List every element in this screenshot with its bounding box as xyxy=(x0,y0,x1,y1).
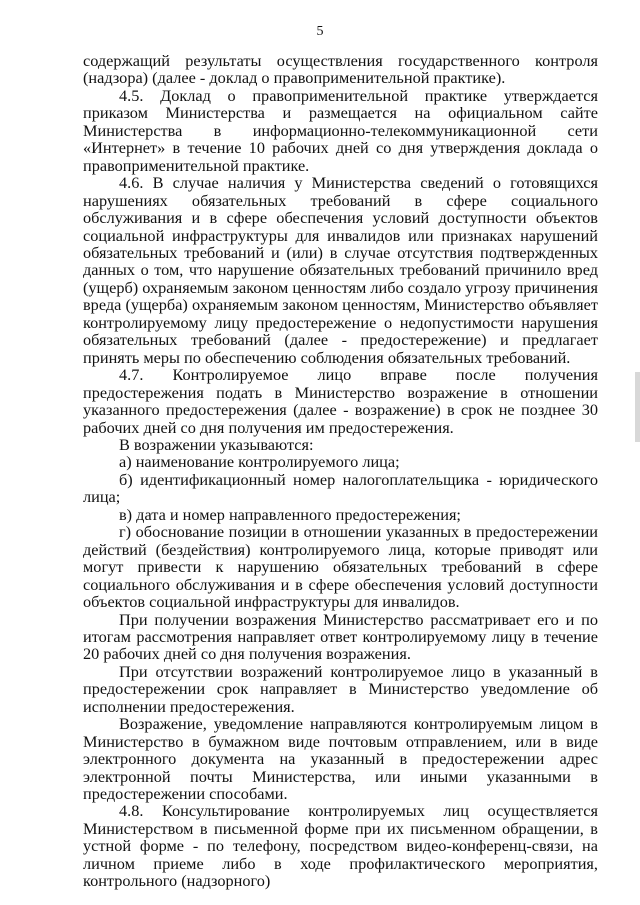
list-item-b: б) идентификационный номер налогоплательщика - юридического лица; xyxy=(83,469,598,507)
scan-edge-mark xyxy=(635,372,640,442)
list-item-v: в) дата и номер направленного предостережения; xyxy=(119,504,461,524)
page-number: 5 xyxy=(316,24,324,39)
paragraph-4-8: 4.8. Консультирование контролируемых лиц осуществляется Министерством в письменной форме при их письменном обращении, в устной форме - по телефону, посредством видео-конференц-связи, на личном приеме либо в ходе профилактического мероприятия, контрольного (надзорного) xyxy=(83,801,598,891)
paragraph-objection-response: При получении возражения Министерство рассматривает его и по итогам рассмотрения направляет ответ контролируемому лицу в течение 20 рабочих дней со дня получения возражения. xyxy=(83,609,598,664)
paragraph-submission-methods: Возражение, уведомление направляются контролируемым лицом в Министерство в бумажном виде почтовым отправлением, или в виде электронного документа на указанный в предостережении адрес электронной почты Министерства, или иными указанными в предостережении способами. xyxy=(83,714,598,804)
paragraph-4-5: 4.5. Доклад о правоприменительной практике утверждается приказом Министерства и размещается на официальном сайте Министерства в информационно-телекоммуникационной сети «Интернет» в течение 10 рабочих дней со дня утверждения доклада о правоприменительной практике. xyxy=(83,85,598,175)
paragraph-continuation: содержащий результаты осуществления государственного контроля (надзора) (далее - доклад о правоприменительной практике). xyxy=(83,51,598,88)
paragraph-no-objection: При отсутствии возражений контролируемое лицо в указанный в предостережении срок направляет в Министерство уведомление об исполнении предостережения. xyxy=(83,661,598,716)
objection-contents-heading: В возражении указываются: xyxy=(119,434,314,454)
paragraph-4-7: 4.7. Контролируемое лицо вправе после получения предостережения подать в Министерство возражение в отношении указанного предостережения (далее - возражение) в срок не позднее 30 рабочих дней со дня получения им предостережения. xyxy=(83,365,598,437)
document-body xyxy=(83,52,598,890)
list-item-a: а) наименование контролируемого лица; xyxy=(119,452,400,472)
list-item-g: г) обоснование позиции в отношении указанных в предостережении действий (бездействия) контролируемого лица, которые приводят или могут привести к нарушению обязательных требований в сфере социального обслуживания и в сфере обеспечения условий доступности объектов социальной инфраструктуры для инвалидов. xyxy=(83,522,598,612)
paragraph-4-6: 4.6. В случае наличия у Министерства сведений о готовящихся нарушениях обязательных требований в сфере социального обслуживания и в сфере обеспечения условий доступности объектов социальной инфраструктуры для инвалидов или признаках нарушений обязательных требований и (или) в случае отсутствия подтвержденных данных о том, что нарушение обязательных требований причинило вред (ущерб) охраняемым законом ценностям либо создало угрозу причинения вреда (ущерба) охраняемым законом ценностям, Министерство объявляет контролируемому лицу предостережение о недопустимости нарушения обязательных требований (далее - предостережение) и предлагает принять меры по обеспечению соблюдения обязательных требований. xyxy=(83,173,598,367)
